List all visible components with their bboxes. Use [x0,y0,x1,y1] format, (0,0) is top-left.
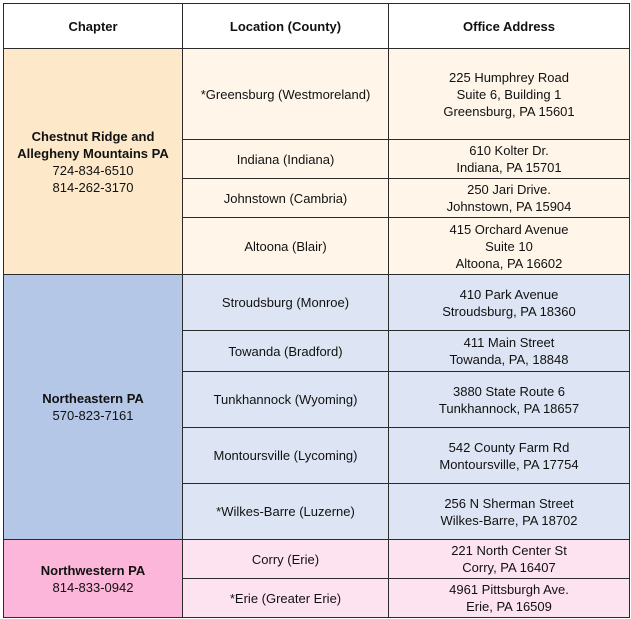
address-line: Corry, PA 16407 [462,560,556,575]
location-cell: Indiana (Indiana) [183,140,389,179]
address-line: Erie, PA 16509 [466,599,552,614]
address-line: 221 North Center St [451,543,567,558]
location-cell: Towanda (Bradford) [183,331,389,372]
table-header [4,4,630,49]
address-cell [389,140,630,179]
table-body [4,49,630,618]
address-line: Suite 6, Building 1 [456,86,562,102]
location-cell: Altoona (Blair) [183,218,389,275]
address-line: 225 Humphrey Road [449,69,569,85]
location-cell: Tunkhannock (Wyoming) [183,372,389,428]
location-cell: Corry (Erie) [183,540,389,579]
chapter-directory [3,3,630,618]
table-row [4,275,630,331]
address-cell [389,275,630,331]
table-row [4,540,630,579]
address-line: Tunkhannock, PA 18657 [438,400,580,416]
address-line: Indiana, PA 15701 [456,160,562,175]
chapter-table [3,3,630,618]
chapter-cell [4,49,183,275]
chapter-cell [4,275,183,540]
chapter-phone: 570-823-7161 [52,408,134,423]
chapter-name-line: Northeastern PA [42,391,144,406]
address-line: Altoona, PA 16602 [455,255,563,271]
chapter-cell [4,540,183,618]
address-cell [389,218,630,275]
chapter-name-line: Allegheny Mountains PA [17,145,169,161]
address-cell [389,484,630,540]
location-cell: *Wilkes-Barre (Luzerne) [183,484,389,540]
address-line: Montoursville, PA 17754 [439,456,579,472]
address-line: 256 N Sherman Street [444,495,574,511]
address-line: Johnstown, PA 15904 [446,199,572,214]
address-cell [389,540,630,579]
address-line: 610 Kolter Dr. [469,143,549,158]
header-row [4,4,630,49]
address-cell [389,49,630,140]
location-cell: Johnstown (Cambria) [183,179,389,218]
chapter-phone: 814-833-0942 [52,579,134,595]
address-line: 411 Main Street [463,335,555,350]
address-cell [389,372,630,428]
address-cell [389,428,630,484]
address-line: 410 Park Avenue [459,286,559,302]
address-line: 415 Orchard Avenue [449,221,569,237]
table-row [4,49,630,140]
address-line: 3880 State Route 6 [452,383,566,399]
header-chapter: Chapter [4,4,183,49]
address-cell [389,579,630,618]
location-cell: *Erie (Greater Erie) [183,579,389,618]
header-location: Location (County) [183,4,389,49]
chapter-phone: 814-262-3170 [52,179,134,195]
location-cell: Stroudsburg (Monroe) [183,275,389,331]
chapter-name-line: Chestnut Ridge and [31,128,155,144]
chapter-name-line: Northwestern PA [40,562,146,578]
address-line: 4961 Pittsburgh Ave. [449,582,569,597]
address-line: 250 Jari Drive. [467,182,551,197]
address-cell [389,331,630,372]
address-line: Stroudsburg, PA 18360 [442,303,576,319]
location-cell: *Greensburg (Westmoreland) [183,49,389,140]
address-line: Wilkes-Barre, PA 18702 [440,512,578,528]
address-line: Suite 10 [485,238,533,254]
address-cell [389,179,630,218]
address-line: Towanda, PA, 18848 [449,352,569,367]
address-line: 542 County Farm Rd [448,439,570,455]
header-address: Office Address [389,4,630,49]
chapter-phone: 724-834-6510 [52,162,134,178]
address-line: Greensburg, PA 15601 [443,103,575,119]
location-cell: Montoursville (Lycoming) [183,428,389,484]
